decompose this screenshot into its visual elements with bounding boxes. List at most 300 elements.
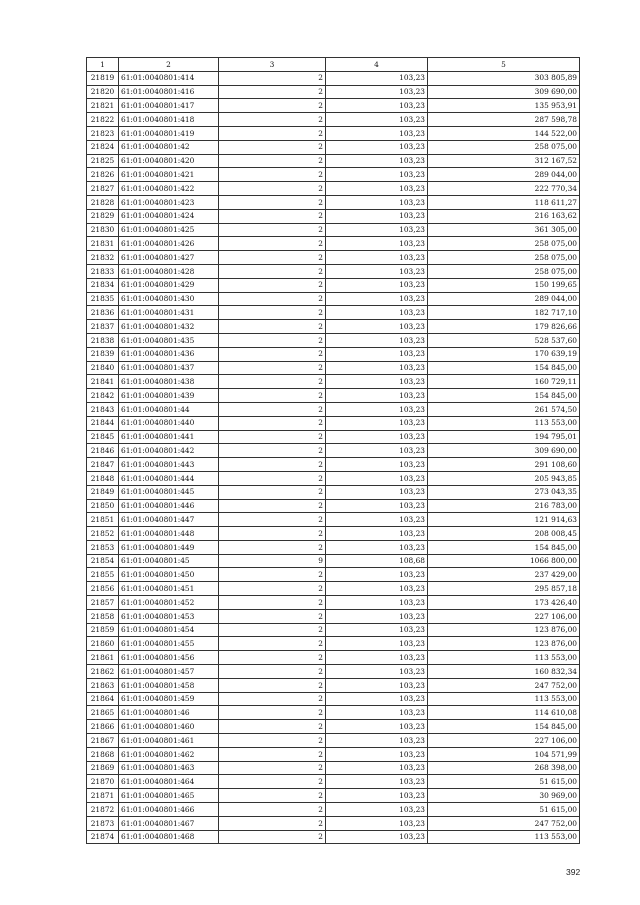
row-number-cell: 21852 bbox=[87, 527, 119, 541]
area-cell: 103,23 bbox=[326, 665, 428, 679]
table-row bbox=[87, 499, 580, 513]
area-cell: 103,23 bbox=[326, 168, 428, 182]
count-cell: 2 bbox=[219, 278, 326, 292]
cadastral-number-cell: 61:01:0040801:463 bbox=[119, 761, 219, 775]
row-number-cell: 21819 bbox=[87, 71, 119, 85]
count-cell: 2 bbox=[219, 706, 326, 720]
value-cell: 123 876,00 bbox=[428, 623, 580, 637]
count-cell: 2 bbox=[219, 540, 326, 554]
table-row bbox=[87, 444, 580, 458]
count-cell: 2 bbox=[219, 347, 326, 361]
row-number-cell: 21833 bbox=[87, 264, 119, 278]
row-number-cell: 21835 bbox=[87, 292, 119, 306]
area-cell: 103,23 bbox=[326, 251, 428, 265]
count-cell: 2 bbox=[219, 582, 326, 596]
value-cell: 154 845,00 bbox=[428, 720, 580, 734]
value-cell: 170 639,19 bbox=[428, 347, 580, 361]
table-row bbox=[87, 651, 580, 665]
value-cell: 309 690,00 bbox=[428, 444, 580, 458]
row-number-cell: 21828 bbox=[87, 195, 119, 209]
table-row bbox=[87, 513, 580, 527]
count-cell: 2 bbox=[219, 596, 326, 610]
area-cell: 103,23 bbox=[326, 99, 428, 113]
value-cell: 361 305,00 bbox=[428, 223, 580, 237]
cadastral-number-cell: 61:01:0040801:454 bbox=[119, 623, 219, 637]
count-cell: 2 bbox=[219, 85, 326, 99]
cadastral-number-cell: 61:01:0040801:429 bbox=[119, 278, 219, 292]
table-row bbox=[87, 182, 580, 196]
table-row bbox=[87, 320, 580, 334]
cadastral-number-cell: 61:01:0040801:444 bbox=[119, 471, 219, 485]
table-row bbox=[87, 789, 580, 803]
count-cell: 9 bbox=[219, 554, 326, 568]
table-row bbox=[87, 430, 580, 444]
area-cell: 103,23 bbox=[326, 527, 428, 541]
table-row bbox=[87, 195, 580, 209]
value-cell: 273 043,35 bbox=[428, 485, 580, 499]
cadastral-number-cell: 61:01:0040801:440 bbox=[119, 416, 219, 430]
table-row bbox=[87, 471, 580, 485]
row-number-cell: 21853 bbox=[87, 540, 119, 554]
value-cell: 289 044,00 bbox=[428, 168, 580, 182]
area-cell: 103,23 bbox=[326, 485, 428, 499]
count-cell: 2 bbox=[219, 333, 326, 347]
count-cell: 2 bbox=[219, 499, 326, 513]
count-cell: 2 bbox=[219, 830, 326, 844]
value-cell: 247 752,00 bbox=[428, 678, 580, 692]
row-number-cell: 21868 bbox=[87, 747, 119, 761]
table-row bbox=[87, 389, 580, 403]
cadastral-number-cell: 61:01:0040801:430 bbox=[119, 292, 219, 306]
row-number-cell: 21839 bbox=[87, 347, 119, 361]
cadastral-number-cell: 61:01:0040801:426 bbox=[119, 237, 219, 251]
area-cell: 103,23 bbox=[326, 402, 428, 416]
count-cell: 2 bbox=[219, 264, 326, 278]
cadastral-number-cell: 61:01:0040801:421 bbox=[119, 168, 219, 182]
table-row bbox=[87, 540, 580, 554]
row-number-cell: 21860 bbox=[87, 637, 119, 651]
table-row bbox=[87, 361, 580, 375]
value-cell: 150 199,65 bbox=[428, 278, 580, 292]
row-number-cell: 21838 bbox=[87, 333, 119, 347]
row-number-cell: 21846 bbox=[87, 444, 119, 458]
cadastral-number-cell: 61:01:0040801:45 bbox=[119, 554, 219, 568]
value-cell: 51 615,00 bbox=[428, 775, 580, 789]
area-cell: 103,23 bbox=[326, 471, 428, 485]
area-cell: 103,23 bbox=[326, 209, 428, 223]
row-number-cell: 21841 bbox=[87, 375, 119, 389]
table-row bbox=[87, 637, 580, 651]
row-number-cell: 21865 bbox=[87, 706, 119, 720]
value-cell: 291 108,60 bbox=[428, 458, 580, 472]
row-number-cell: 21843 bbox=[87, 402, 119, 416]
value-cell: 216 163,62 bbox=[428, 209, 580, 223]
table-row bbox=[87, 113, 580, 127]
count-cell: 2 bbox=[219, 747, 326, 761]
cadastral-number-cell: 61:01:0040801:439 bbox=[119, 389, 219, 403]
area-cell: 103,23 bbox=[326, 803, 428, 817]
column-header-3: 3 bbox=[219, 58, 326, 72]
row-number-cell: 21872 bbox=[87, 803, 119, 817]
page-number: 392 bbox=[566, 867, 581, 877]
area-cell: 103,23 bbox=[326, 623, 428, 637]
table-row bbox=[87, 251, 580, 265]
cadastral-number-cell: 61:01:0040801:462 bbox=[119, 747, 219, 761]
column-header-5: 5 bbox=[428, 58, 580, 72]
area-cell: 103,23 bbox=[326, 333, 428, 347]
row-number-cell: 21854 bbox=[87, 554, 119, 568]
row-number-cell: 21862 bbox=[87, 665, 119, 679]
cadastral-number-cell: 61:01:0040801:42 bbox=[119, 140, 219, 154]
table-row bbox=[87, 278, 580, 292]
count-cell: 2 bbox=[219, 375, 326, 389]
area-cell: 103,23 bbox=[326, 237, 428, 251]
count-cell: 2 bbox=[219, 609, 326, 623]
cadastral-number-cell: 61:01:0040801:467 bbox=[119, 816, 219, 830]
value-cell: 30 969,00 bbox=[428, 789, 580, 803]
count-cell: 2 bbox=[219, 416, 326, 430]
row-number-cell: 21844 bbox=[87, 416, 119, 430]
cadastral-number-cell: 61:01:0040801:464 bbox=[119, 775, 219, 789]
value-cell: 194 795,01 bbox=[428, 430, 580, 444]
area-cell: 103,23 bbox=[326, 361, 428, 375]
cadastral-number-cell: 61:01:0040801:447 bbox=[119, 513, 219, 527]
count-cell: 2 bbox=[219, 113, 326, 127]
count-cell: 2 bbox=[219, 140, 326, 154]
area-cell: 103,23 bbox=[326, 458, 428, 472]
value-cell: 258 075,00 bbox=[428, 140, 580, 154]
value-cell: 303 805,89 bbox=[428, 71, 580, 85]
row-number-cell: 21863 bbox=[87, 678, 119, 692]
count-cell: 2 bbox=[219, 389, 326, 403]
row-number-cell: 21849 bbox=[87, 485, 119, 499]
cadastral-number-cell: 61:01:0040801:427 bbox=[119, 251, 219, 265]
row-number-cell: 21836 bbox=[87, 306, 119, 320]
area-cell: 103,23 bbox=[326, 416, 428, 430]
area-cell: 103,23 bbox=[326, 789, 428, 803]
count-cell: 2 bbox=[219, 320, 326, 334]
table-row bbox=[87, 458, 580, 472]
count-cell: 2 bbox=[219, 568, 326, 582]
cadastral-number-cell: 61:01:0040801:436 bbox=[119, 347, 219, 361]
value-cell: 258 075,00 bbox=[428, 237, 580, 251]
cadastral-number-cell: 61:01:0040801:442 bbox=[119, 444, 219, 458]
row-number-cell: 21847 bbox=[87, 458, 119, 472]
row-number-cell: 21861 bbox=[87, 651, 119, 665]
area-cell: 103,23 bbox=[326, 444, 428, 458]
row-number-cell: 21869 bbox=[87, 761, 119, 775]
area-cell: 103,23 bbox=[326, 140, 428, 154]
area-cell: 103,23 bbox=[326, 347, 428, 361]
table-row bbox=[87, 609, 580, 623]
area-cell: 103,23 bbox=[326, 154, 428, 168]
table-row bbox=[87, 347, 580, 361]
cadastral-number-cell: 61:01:0040801:465 bbox=[119, 789, 219, 803]
column-header-4: 4 bbox=[326, 58, 428, 72]
row-number-cell: 21823 bbox=[87, 126, 119, 140]
count-cell: 2 bbox=[219, 816, 326, 830]
cadastral-number-cell: 61:01:0040801:466 bbox=[119, 803, 219, 817]
cadastral-number-cell: 61:01:0040801:424 bbox=[119, 209, 219, 223]
value-cell: 160 729,11 bbox=[428, 375, 580, 389]
cadastral-number-cell: 61:01:0040801:425 bbox=[119, 223, 219, 237]
cadastral-number-cell: 61:01:0040801:460 bbox=[119, 720, 219, 734]
table-row bbox=[87, 237, 580, 251]
area-cell: 103,23 bbox=[326, 126, 428, 140]
table-body bbox=[87, 71, 580, 844]
table-row bbox=[87, 665, 580, 679]
value-cell: 154 845,00 bbox=[428, 361, 580, 375]
count-cell: 2 bbox=[219, 306, 326, 320]
value-cell: 528 537,60 bbox=[428, 333, 580, 347]
row-number-cell: 21857 bbox=[87, 596, 119, 610]
area-cell: 103,23 bbox=[326, 306, 428, 320]
table-row bbox=[87, 126, 580, 140]
cadastral-number-cell: 61:01:0040801:431 bbox=[119, 306, 219, 320]
data-table bbox=[86, 57, 580, 844]
count-cell: 2 bbox=[219, 720, 326, 734]
area-cell: 103,23 bbox=[326, 71, 428, 85]
table-row bbox=[87, 582, 580, 596]
row-number-cell: 21845 bbox=[87, 430, 119, 444]
value-cell: 1066 800,00 bbox=[428, 554, 580, 568]
cadastral-number-cell: 61:01:0040801:420 bbox=[119, 154, 219, 168]
area-cell: 103,23 bbox=[326, 320, 428, 334]
count-cell: 2 bbox=[219, 237, 326, 251]
table-row bbox=[87, 527, 580, 541]
value-cell: 135 953,91 bbox=[428, 99, 580, 113]
row-number-cell: 21848 bbox=[87, 471, 119, 485]
cadastral-number-cell: 61:01:0040801:450 bbox=[119, 568, 219, 582]
cadastral-number-cell: 61:01:0040801:457 bbox=[119, 665, 219, 679]
count-cell: 2 bbox=[219, 444, 326, 458]
table-row bbox=[87, 375, 580, 389]
cadastral-number-cell: 61:01:0040801:438 bbox=[119, 375, 219, 389]
value-cell: 261 574,50 bbox=[428, 402, 580, 416]
count-cell: 2 bbox=[219, 361, 326, 375]
row-number-cell: 21856 bbox=[87, 582, 119, 596]
count-cell: 2 bbox=[219, 623, 326, 637]
cadastral-number-cell: 61:01:0040801:455 bbox=[119, 637, 219, 651]
area-cell: 103,23 bbox=[326, 706, 428, 720]
count-cell: 2 bbox=[219, 665, 326, 679]
table-row bbox=[87, 623, 580, 637]
table-row bbox=[87, 306, 580, 320]
table-row bbox=[87, 99, 580, 113]
table-row bbox=[87, 816, 580, 830]
cadastral-number-cell: 61:01:0040801:419 bbox=[119, 126, 219, 140]
column-header-1: 1 bbox=[87, 58, 119, 72]
cadastral-number-cell: 61:01:0040801:459 bbox=[119, 692, 219, 706]
value-cell: 227 106,00 bbox=[428, 609, 580, 623]
cadastral-number-cell: 61:01:0040801:428 bbox=[119, 264, 219, 278]
value-cell: 222 770,34 bbox=[428, 182, 580, 196]
table-row bbox=[87, 333, 580, 347]
row-number-cell: 21837 bbox=[87, 320, 119, 334]
cadastral-number-cell: 61:01:0040801:441 bbox=[119, 430, 219, 444]
count-cell: 2 bbox=[219, 485, 326, 499]
value-cell: 268 398,00 bbox=[428, 761, 580, 775]
count-cell: 2 bbox=[219, 430, 326, 444]
area-cell: 103,23 bbox=[326, 223, 428, 237]
row-number-cell: 21832 bbox=[87, 251, 119, 265]
row-number-cell: 21850 bbox=[87, 499, 119, 513]
cadastral-number-cell: 61:01:0040801:468 bbox=[119, 830, 219, 844]
area-cell: 103,23 bbox=[326, 816, 428, 830]
value-cell: 295 857,18 bbox=[428, 582, 580, 596]
area-cell: 103,23 bbox=[326, 761, 428, 775]
row-number-cell: 21855 bbox=[87, 568, 119, 582]
area-cell: 103,23 bbox=[326, 540, 428, 554]
value-cell: 173 426,40 bbox=[428, 596, 580, 610]
row-number-cell: 21821 bbox=[87, 99, 119, 113]
count-cell: 2 bbox=[219, 168, 326, 182]
value-cell: 289 044,00 bbox=[428, 292, 580, 306]
row-number-cell: 21866 bbox=[87, 720, 119, 734]
value-cell: 123 876,00 bbox=[428, 637, 580, 651]
row-number-cell: 21867 bbox=[87, 734, 119, 748]
table-row bbox=[87, 775, 580, 789]
value-cell: 104 571,99 bbox=[428, 747, 580, 761]
area-cell: 103,23 bbox=[326, 678, 428, 692]
cadastral-number-cell: 61:01:0040801:423 bbox=[119, 195, 219, 209]
count-cell: 2 bbox=[219, 182, 326, 196]
area-cell: 103,23 bbox=[326, 182, 428, 196]
value-cell: 309 690,00 bbox=[428, 85, 580, 99]
count-cell: 2 bbox=[219, 692, 326, 706]
table-row bbox=[87, 568, 580, 582]
value-cell: 114 610,08 bbox=[428, 706, 580, 720]
table-row bbox=[87, 678, 580, 692]
value-cell: 216 783,00 bbox=[428, 499, 580, 513]
table-row bbox=[87, 734, 580, 748]
area-cell: 103,23 bbox=[326, 830, 428, 844]
table-header bbox=[87, 58, 580, 72]
area-cell: 103,23 bbox=[326, 499, 428, 513]
row-number-cell: 21834 bbox=[87, 278, 119, 292]
count-cell: 2 bbox=[219, 251, 326, 265]
count-cell: 2 bbox=[219, 775, 326, 789]
table-row bbox=[87, 747, 580, 761]
area-cell: 103,23 bbox=[326, 292, 428, 306]
row-number-cell: 21827 bbox=[87, 182, 119, 196]
value-cell: 144 522,00 bbox=[428, 126, 580, 140]
area-cell: 103,23 bbox=[326, 375, 428, 389]
row-number-cell: 21874 bbox=[87, 830, 119, 844]
row-number-cell: 21826 bbox=[87, 168, 119, 182]
area-cell: 103,23 bbox=[326, 278, 428, 292]
count-cell: 2 bbox=[219, 99, 326, 113]
cadastral-number-cell: 61:01:0040801:437 bbox=[119, 361, 219, 375]
value-cell: 154 845,00 bbox=[428, 389, 580, 403]
row-number-cell: 21825 bbox=[87, 154, 119, 168]
row-number-cell: 21858 bbox=[87, 609, 119, 623]
cadastral-number-cell: 61:01:0040801:418 bbox=[119, 113, 219, 127]
count-cell: 2 bbox=[219, 637, 326, 651]
value-cell: 227 106,00 bbox=[428, 734, 580, 748]
cadastral-number-cell: 61:01:0040801:453 bbox=[119, 609, 219, 623]
area-cell: 103,23 bbox=[326, 568, 428, 582]
row-number-cell: 21864 bbox=[87, 692, 119, 706]
table-row bbox=[87, 485, 580, 499]
row-number-cell: 21842 bbox=[87, 389, 119, 403]
area-cell: 103,23 bbox=[326, 582, 428, 596]
value-cell: 113 553,00 bbox=[428, 692, 580, 706]
count-cell: 2 bbox=[219, 803, 326, 817]
table-row bbox=[87, 706, 580, 720]
cadastral-number-cell: 61:01:0040801:435 bbox=[119, 333, 219, 347]
cadastral-number-cell: 61:01:0040801:46 bbox=[119, 706, 219, 720]
table-row bbox=[87, 761, 580, 775]
area-cell: 103,23 bbox=[326, 651, 428, 665]
area-cell: 103,23 bbox=[326, 195, 428, 209]
value-cell: 179 826,66 bbox=[428, 320, 580, 334]
count-cell: 2 bbox=[219, 458, 326, 472]
value-cell: 182 717,10 bbox=[428, 306, 580, 320]
value-cell: 258 075,00 bbox=[428, 251, 580, 265]
row-number-cell: 21871 bbox=[87, 789, 119, 803]
cadastral-number-cell: 61:01:0040801:449 bbox=[119, 540, 219, 554]
value-cell: 154 845,00 bbox=[428, 540, 580, 554]
count-cell: 2 bbox=[219, 761, 326, 775]
value-cell: 160 832,34 bbox=[428, 665, 580, 679]
count-cell: 2 bbox=[219, 527, 326, 541]
value-cell: 247 752,00 bbox=[428, 816, 580, 830]
cadastral-number-cell: 61:01:0040801:448 bbox=[119, 527, 219, 541]
table-row bbox=[87, 803, 580, 817]
header-row bbox=[87, 58, 580, 72]
table-row bbox=[87, 596, 580, 610]
cadastral-number-cell: 61:01:0040801:422 bbox=[119, 182, 219, 196]
area-cell: 103,23 bbox=[326, 747, 428, 761]
cadastral-number-cell: 61:01:0040801:458 bbox=[119, 678, 219, 692]
value-cell: 118 611,27 bbox=[428, 195, 580, 209]
table-row bbox=[87, 720, 580, 734]
table-row bbox=[87, 140, 580, 154]
count-cell: 2 bbox=[219, 126, 326, 140]
row-number-cell: 21830 bbox=[87, 223, 119, 237]
area-cell: 103,23 bbox=[326, 637, 428, 651]
row-number-cell: 21859 bbox=[87, 623, 119, 637]
area-cell: 103,23 bbox=[326, 264, 428, 278]
column-header-2: 2 bbox=[119, 58, 219, 72]
table-row bbox=[87, 554, 580, 568]
table-row bbox=[87, 292, 580, 306]
value-cell: 51 615,00 bbox=[428, 803, 580, 817]
count-cell: 2 bbox=[219, 195, 326, 209]
table-row bbox=[87, 168, 580, 182]
cadastral-number-cell: 61:01:0040801:414 bbox=[119, 71, 219, 85]
value-cell: 208 008,45 bbox=[428, 527, 580, 541]
count-cell: 2 bbox=[219, 734, 326, 748]
table-row bbox=[87, 264, 580, 278]
table-row bbox=[87, 209, 580, 223]
value-cell: 205 943,85 bbox=[428, 471, 580, 485]
count-cell: 2 bbox=[219, 651, 326, 665]
cadastral-number-cell: 61:01:0040801:446 bbox=[119, 499, 219, 513]
row-number-cell: 21824 bbox=[87, 140, 119, 154]
count-cell: 2 bbox=[219, 678, 326, 692]
count-cell: 2 bbox=[219, 209, 326, 223]
cadastral-number-cell: 61:01:0040801:443 bbox=[119, 458, 219, 472]
count-cell: 2 bbox=[219, 292, 326, 306]
area-cell: 103,23 bbox=[326, 513, 428, 527]
cadastral-number-cell: 61:01:0040801:461 bbox=[119, 734, 219, 748]
cadastral-number-cell: 61:01:0040801:451 bbox=[119, 582, 219, 596]
area-cell: 103,23 bbox=[326, 775, 428, 789]
value-cell: 237 429,00 bbox=[428, 568, 580, 582]
row-number-cell: 21822 bbox=[87, 113, 119, 127]
